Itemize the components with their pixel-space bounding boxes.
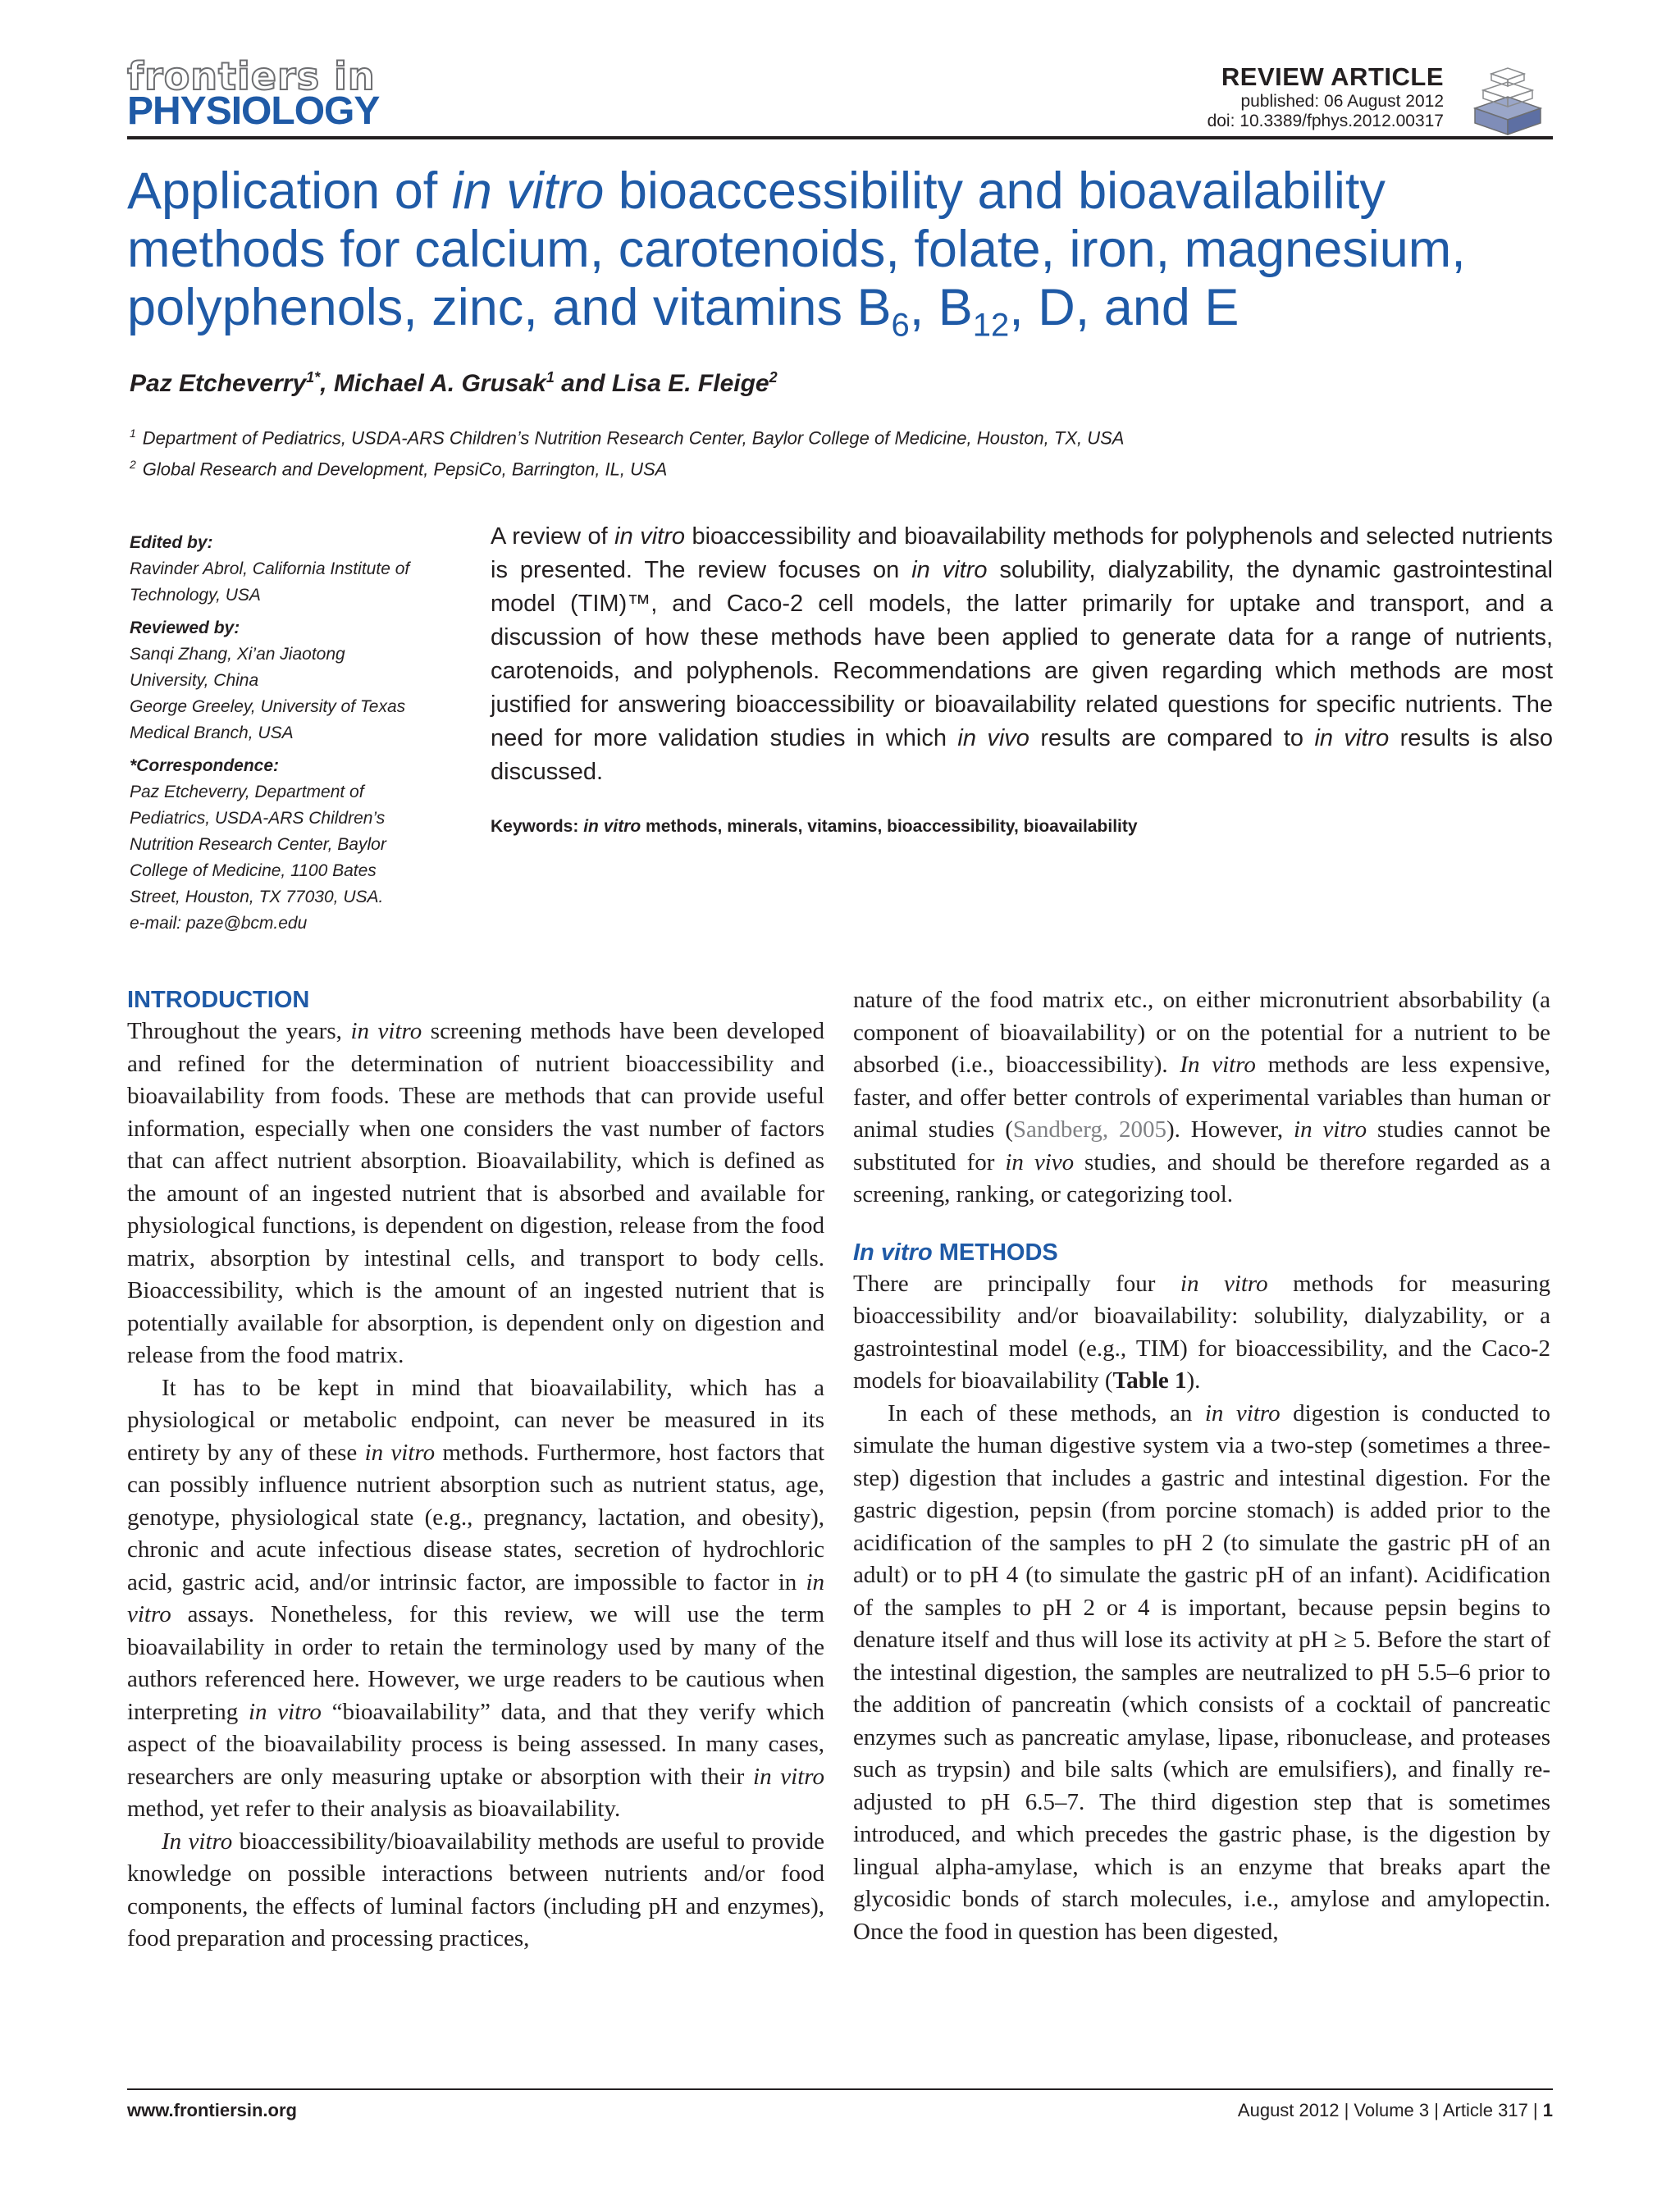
table-reference-link[interactable]: Table 1: [1112, 1367, 1187, 1394]
correspondence-line: Street, Houston, TX 77030, USA.: [130, 888, 384, 906]
page-number: 1: [1542, 2100, 1553, 2120]
doi: doi: 10.3389/fphys.2012.00317: [1207, 111, 1444, 130]
paragraph: In vitro bioaccessibility/bioavailability methods are useful to provide knowledge on possible interactions between nutrients and/or food components, the effects of luminal factors (including pH and enzymes), food preparation and processing practices,: [127, 1828, 824, 1951]
footer-divider: [127, 2088, 1553, 2090]
reviewed-by-heading: Reviewed by:: [130, 618, 240, 637]
published-date: published: 06 August 2012: [1240, 91, 1444, 111]
article-type: REVIEW ARTICLE: [1221, 62, 1444, 91]
journal-logo: [127, 54, 380, 133]
reviewer-line: University, China: [130, 671, 259, 690]
issue-info: August 2012 | Volume 3 | Article 317 | 1: [1237, 2100, 1553, 2120]
author-etcheverry[interactable]: Paz Etcheverry: [130, 370, 307, 397]
section-heading-methods: In vitro METHODS: [853, 1239, 1058, 1266]
editor-line: Technology, USA: [130, 586, 261, 605]
paragraph: There are principally four in vitro methods for measuring bioaccessibility and/or bioavailability: solubility, dialyzability, or a gastrointestinal model (e.g., TIM) for bioaccessibility, and the Caco-2 models for bioavailability (Table 1).: [853, 1270, 1550, 1394]
author-list: Paz Etcheverry$^{1*}$, Michael A. Grusak$^1$ and Lisa E. Fleige$^2$: [130, 369, 778, 397]
paragraph: nature of the food matrix etc., on either micronutrient absorbability (a component of bioavailability) or on the potential for a nutrient to be absorbed (i.e., bioaccessibility). In vitro methods are less expensive, faster, and offer better controls of experimental variables than human or animal studies (Sandberg, 2005). However, in vitro studies cannot be substituted for in vivo studies, and should be therefore regarded as a screening, ranking, or categorizing tool.: [853, 987, 1550, 1207]
affiliation-1: $^1$ Department of Pediatrics, USDA-ARS Children’s Nutrition Research Center, Baylor College of Medicine, Houston, TX, USA: [130, 427, 1125, 449]
body-column-right: [853, 984, 1550, 1948]
logo-frontiers-in: frontiers in: [127, 54, 376, 98]
article-title: Application of in vitro bioaccessibility and bioavailability methods for calcium, carotenoids, folate, iron, magnesium, polyphenols, zinc, and vitamins $B_6$, $B_{12}$, D, and E: [127, 162, 1466, 344]
reviewer-line: George Greeley, University of Texas: [130, 697, 406, 716]
paragraph: In each of these methods, an in vitro digestion is conducted to simulate the human digestive system via a two-step (sometimes a three-step) digestion that includes a gastric and intestinal digestion. For the gastric digestion, pepsin (from porcine stomach) is added prior to the acidification of the samples to pH 2 (to simulate the gastric pH of an adult) or to pH 4 (to simulate the gastric pH of an infant). Acidification of the samples to pH 2 or 4 is important, because pepsin begins to denature itself and thus will lose its activity at pH ≥ 5. Before the start of the intestinal digestion, the samples are neutralized to pH 5.5–6 prior to the addition of pancreatin (which consists of a cocktail of pancreatic enzymes such as pancreatic amylase, lipase, ribonuclease, and proteases such as trypsin) and bile salts (which are emulsifiers), and finally re-adjusted to pH 6.5–7. The third digestion step that is sometimes introduced, and which precedes the gastric phase, is the digestion by lingual alpha-amylase, which is an enzyme that breaks apart the glycosidic bonds of starch molecules, i.e., amylose and amylopectin. Once the food in question has been digested,: [853, 1399, 1550, 1945]
editor-line: Ravinder Abrol, California Institute of: [130, 559, 410, 578]
author-fleige[interactable]: Lisa E. Fleige: [611, 370, 769, 397]
correspondence-line: Pediatrics, USDA-ARS Children’s: [130, 809, 386, 828]
logo-physiology: PHYSIOLOGY: [127, 89, 380, 133]
header-divider: [127, 136, 1553, 139]
correspondence-line: Nutrition Research Center, Baylor: [130, 835, 386, 854]
affiliations: [130, 420, 1124, 483]
author-grusak[interactable]: Michael A. Grusak: [333, 370, 546, 397]
section-heading-introduction: INTRODUCTION: [127, 987, 310, 1013]
article-meta: [1208, 62, 1444, 131]
paragraph: Throughout the years, in vitro screening methods have been developed and refined for the determination of nutrient bioaccessibility and bioavailability from foods. These are methods that can provide useful information, especially when one considers the vast number of factors that can affect nutrient absorption. Bioavailability, which is defined as the amount of an ingested nutrient that is absorbed and available for physiological functions, is dependent on digestion, release from the food matrix, absorption by intestinal cells, and transport to body cells. Bioaccessibility, which is the amount of an ingested nutrient that is potentially available for absorption, is dependent only on digestion and release from the food matrix.: [127, 1018, 824, 1368]
keywords: Keywords: in vitro methods, minerals, vitamins, bioaccessibility, bioavailability: [491, 817, 1138, 836]
body-column-left: [127, 984, 824, 1956]
affiliation-2: $^2$ Global Research and Development, PepsiCo, Barrington, IL, USA: [130, 458, 668, 480]
correspondence-email[interactable]: e-mail: paze@bcm.edu: [130, 914, 308, 933]
correspondence-heading: *Correspondence:: [130, 756, 280, 775]
correspondence-line: Paz Etcheverry, Department of: [130, 783, 364, 801]
correspondence-line: College of Medicine, 1100 Bates: [130, 861, 377, 880]
abstract: A review of in vitro bioaccessibility and bioavailability methods for polyphenols and selected nutrients is presented. The review focuses on in vitro solubility, dialyzability, the dynamic gastrointestinal model (TIM)™, and Caco-2 cell models, the latter primarily for uptake and transport, and a discussion of how these methods have been applied to generate data for a range of nutrients, carotenoids, and polyphenols. Recommendations are given regarding which methods are most justified for answering bioaccessibility or bioavailability related questions for specific nutrients. The need for more validation studies in which in vivo results are compared to in vitro results is also discussed.: [491, 523, 1554, 785]
citation-link[interactable]: Sandberg, 2005: [1012, 1116, 1166, 1143]
editorial-sidebar: [130, 530, 474, 937]
reviewer-line: Sanqi Zhang, Xi’an Jiaotong: [130, 645, 345, 664]
paragraph: It has to be kept in mind that bioavailability, which has a physiological or metabolic endpoint, can never be measured in its entirety by any of these in vitro methods. Furthermore, host factors that can possibly influence nutrient absorption such as nutrient status, age, genotype, physiological state (e.g., pregnancy, lactation, and obesity), chronic and acute infectious disease states, secretion of hydrochloric acid, gastric acid, and/or intrinsic factor, are impossible to factor in in vitro assays. Nonetheless, for this review, we will use the term bioavailability in order to retain the terminology used by many of the authors referenced here. However, we urge readers to be cautious when interpreting in vitro “bioavailability” data, and that they verify which aspect of the bioavailability process is being assessed. In many cases, researchers are only measuring uptake or absorption with their in vitro method, yet refer to their analysis as bioavailability.: [127, 1374, 824, 1822]
journal-website-link[interactable]: www.frontiersin.org: [127, 2100, 297, 2120]
stacked-cube-icon: [1463, 57, 1553, 139]
reviewer-line: Medical Branch, USA: [130, 723, 294, 742]
edited-by-heading: Edited by:: [130, 533, 213, 552]
